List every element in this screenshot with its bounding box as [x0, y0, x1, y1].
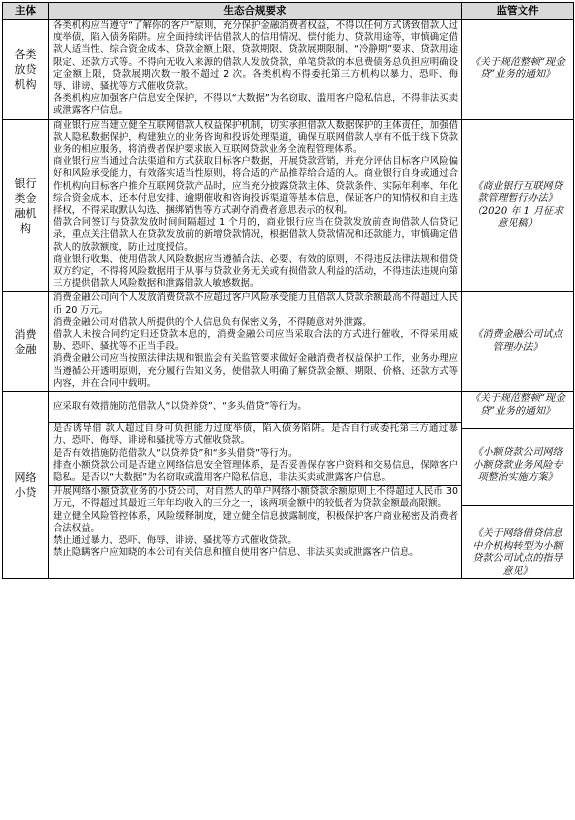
requirement-paragraph: 商业银行收集、使用借款人风险数据应当遵循合法、必要、有效的原则，不得违反法律法规和借贷双方约定，不得将风险数据用于从事与贷款业务无关或有损借款人利益的活动，不得违法违规向第三方提供借款人风险数据和泄露借款人敏感数据。: [53, 253, 458, 290]
regulatory-doc-cell: 《关于规范整顿“现金贷”业务的通知》: [462, 20, 574, 120]
requirement-paragraph: 是否有效措施防范借款人“以贷养贷”和“多头借贷”等行为。: [53, 447, 298, 459]
regulatory-doc: 《关于网络借贷信息中介机构转型为小额贷款公司试点的指导意见》: [462, 505, 573, 578]
requirements-cell: [49, 20, 462, 120]
header-requirements: 生态合规要求: [49, 3, 462, 20]
header-subject: 主体: [3, 3, 49, 20]
table-row-lending-institutions: [3, 20, 574, 120]
regulatory-doc-cell: 《商业银行互联网贷款管理暂行办法》（2020 年 1 月征求意见稿）: [462, 119, 574, 292]
requirement-paragraph: 是否诱导借 款人超过自身可负担能力过度举债，陷入债务陷阱。是否自行或委托第三方通过暴力、恐吓、侮辱、诽谤和骚扰等方式催收贷款。: [53, 423, 458, 447]
requirements-cell: [49, 392, 462, 579]
subject-cell: 网络小贷: [3, 392, 49, 579]
requirement-paragraph: 建立健全风险管控体系，风险缓释制度，建立健全信息披露制度，积极保护客户商业秘密及消费者合法权益。: [53, 510, 458, 534]
table-row-consumer-finance: [3, 292, 574, 392]
requirement-paragraph: 商业银行应当通过合法渠道和方式获取目标客户数据，开展贷款营销，并充分评估目标客户风险偏好和风险承受能力，有效落实适当性原则，将合适的产品推荐给合适的人。商业银行自身或通过合作机构向目标客户推介互联网贷款产品时，应当充分披露贷款主体、贷款条件、实际年利率、年化综合资金成本、还本付息安排、逾期催收和咨询投诉渠道等基本信息，保证客户的知情权和自主选择权，不得采取默认勾选、捆绑销售等方式剥夺消费者意思表示的权利。: [53, 156, 458, 217]
requirement-block: [49, 485, 461, 560]
requirement-paragraph: 借款合同签订与贷款发放时间间隔超过 1 个月的，商业银行应当在贷款发放前查询借款人信贷记录，重点关注借款人在贷款发放前的新增贷款情况，根据借款人贷款情况和还款能力，审慎确定借款人的放款额度，防止过度授信。: [53, 217, 458, 253]
regulatory-doc-cell: [462, 392, 574, 579]
requirement-paragraph: 排查小额贷款公司是否建立网络信息安全管理体系，是否妥善保存客户资料和交易信息，保障客户隐私。是否以“大数据”为名窃取或滥用客户隐私信息，非法买卖或泄露客户信息。: [53, 459, 458, 483]
requirement-paragraph: 禁止隐瞒客户应知晓的本公司有关信息和擅自使用客户信息、非法买卖或泄露客户信息。: [53, 547, 419, 559]
requirement-block: [49, 422, 461, 485]
table-header-row: [3, 3, 574, 20]
subject-cell: 消费金融: [3, 292, 49, 392]
requirement-paragraph: 应采取有效措施防范借款人“以贷养贷”、“多头借贷”等行为。: [53, 401, 307, 413]
requirements-cell: [49, 292, 462, 392]
requirement-paragraph: 各类机构应加强客户信息安全保护，不得以“大数据”为名窃取、滥用客户隐私信息，不得非法买卖或泄露客户信息。: [53, 93, 458, 117]
requirement-paragraph: 商业银行应当建立健全互联网借款人权益保护机制，切实承担借款人数据保护的主体责任，加强借款人隐私数据保护，构建独立的业务咨询和投诉处理渠道，确保互联网借款人享有不低于线下贷款业务的相应服务，将消费者保护要求嵌入互联网贷款业务全流程管理体系。: [53, 119, 458, 156]
table-row-online-microloan: [3, 392, 574, 579]
regulatory-doc: 《小额贷款公司网络小额贷款业务风险专项整治实施方案》: [462, 428, 573, 505]
subject-cell: 银行类金融机构: [3, 119, 49, 292]
requirement-paragraph: 禁止通过暴力、恐吓、侮辱、诽谤、骚扰等方式催收贷款。: [53, 534, 297, 546]
subject-cell: 各类放贷机构: [3, 20, 49, 120]
requirement-paragraph: 消费金融公司对借款人所提供的个人信息负有保密义务，不得随意对外泄露。: [53, 316, 372, 328]
requirements-cell: [49, 119, 462, 292]
requirement-paragraph: 消费金融公司应当按照法律法规和银监会有关监管要求做好金融消费者权益保护工作，业务办理应当遵循公开透明原则，充分履行告知义务，使借款人明确了解贷款金额、期限、价格、还款方式等内容，并在合同中载明。: [53, 353, 458, 389]
table-row-banking-institutions: [3, 119, 574, 292]
regulatory-doc-cell: 《消费金融公司试点管理办法》: [462, 292, 574, 392]
requirement-paragraph: 消费金融公司向个人发放消费贷款不应超过客户风险承受能力且借款人贷款余额最高不得超过人民币 20 万元。: [53, 292, 458, 316]
regulatory-doc: 《关于规范整顿“现金贷”业务的通知》: [469, 393, 566, 417]
requirement-paragraph: 借款人未按合同约定归还贷款本息的，消费金融公司应当采取合法的方式进行催收，不得采用威胁、恐吓、骚扰等不正当手段。: [53, 329, 458, 353]
requirement-paragraph: 各类机构应当遵守“了解你的客户”原则，充分保护金融消费者权益，不得以任何方式诱致借款人过度举债，陷入债务陷阱。应全面持续评估借款人的信用情况、偿付能力、贷款用途等，审慎确定借款人适当性、综合资金成本、贷款金额上限、贷款期限、贷款展期限制、“冷静期”要求、贷款用途限定、还款方式等。不得向无收入来源的借款人发放贷款，单笔贷款的本息费债务总负担应明确设定金额上限，贷款展期次数一般不超过 2 次。各类机构不得委托第三方机构以暴力、恐吓、侮辱、诽谤、骚扰等方式催收贷款。: [53, 20, 458, 93]
requirement-paragraph: 开展网络小额贷款业务的小贷公司，对自然人的单户网络小额贷款余额原则上不得超过人民币 30 万元，不得超过其最近三年年均收入的三分之一，该两项金额中的较低者为贷款金额最高限额。: [53, 486, 458, 510]
header-regulatory-doc: 监管文件: [462, 3, 574, 20]
compliance-table: [2, 2, 574, 579]
requirement-block: [49, 392, 461, 422]
